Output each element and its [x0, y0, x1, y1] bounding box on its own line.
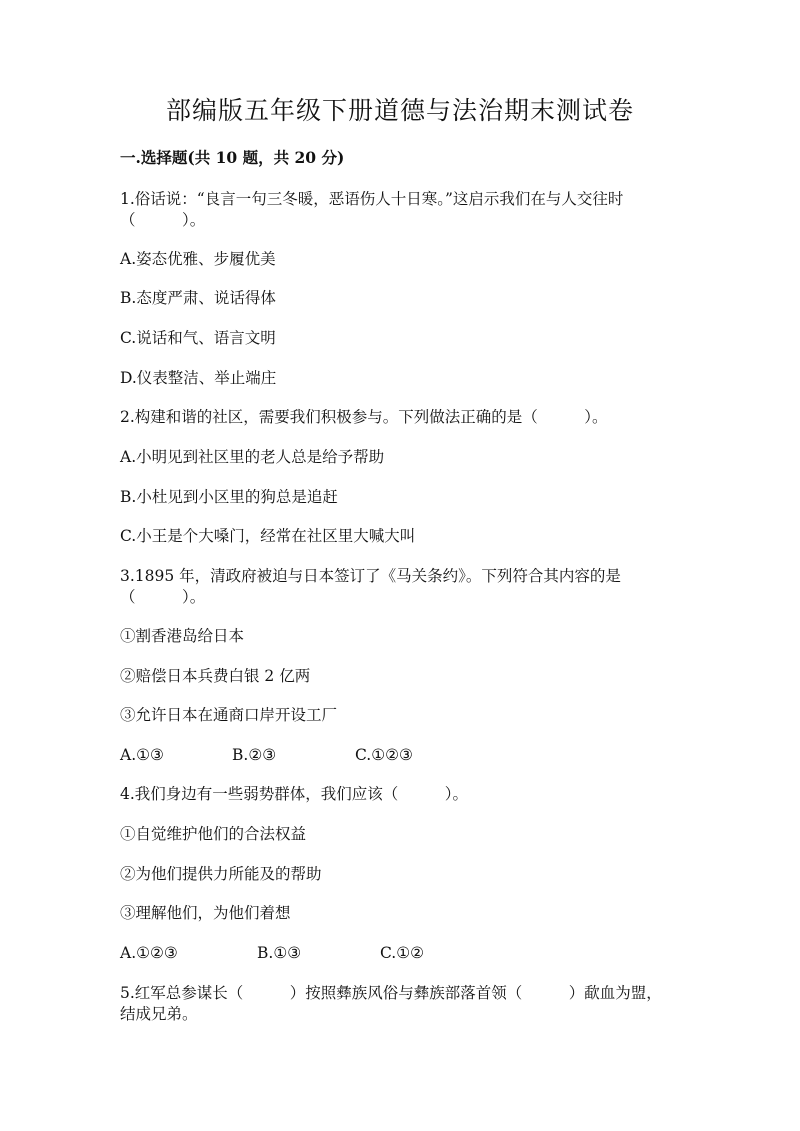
question-3-text-cont: （ ）。	[120, 588, 206, 606]
question-1-text-cont: （ ）。	[120, 211, 206, 229]
question-2-option-a: A.小明见到社区里的老人总是给予帮助	[120, 448, 385, 466]
question-4-option-b: B.①③	[257, 944, 302, 962]
question-4-item-3: ③理解他们，为他们着想	[120, 904, 291, 922]
question-1-text: 1.俗话说：“良言一句三冬暖，恶语伤人十日寒。”这启示我们在与人交往时	[120, 190, 624, 208]
question-4-option-c: C.①②	[380, 944, 425, 962]
question-4-item-2: ②为他们提供力所能及的帮助	[120, 865, 322, 883]
question-2-option-c: C.小王是个大嗓门，经常在社区里大喊大叫	[120, 527, 416, 545]
question-3-text: 3.1895 年，清政府被迫与日本签订了《马关条约》。下列符合其内容的是	[120, 567, 621, 585]
question-3-item-1: ①割香港岛给日本	[120, 627, 245, 645]
question-3-item-3: ③允许日本在通商口岸开设工厂	[120, 706, 338, 724]
section-heading: 一.选择题(共 10 题，共 20 分)	[120, 148, 345, 167]
question-1-option-d: D.仪表整洁、举止端庄	[120, 369, 277, 387]
question-4-option-a: A.①②③	[120, 944, 178, 962]
question-3-option-a: A.①③	[120, 746, 164, 764]
page-title: 部编版五年级下册道德与法治期末测试卷	[165, 96, 634, 125]
question-5-text-cont: 结成兄弟。	[120, 1005, 198, 1023]
question-2-text: 2.构建和谐的社区，需要我们积极参与。下列做法正确的是（ ）。	[120, 408, 608, 426]
question-1-option-a: A.姿态优雅、步履优美	[120, 250, 276, 268]
question-3-item-2: ②赔偿日本兵费白银 2 亿两	[120, 667, 311, 685]
question-1-option-b: B.态度严肃、说话得体	[120, 289, 276, 307]
question-3-option-c: C.①②③	[355, 746, 413, 764]
question-3-option-b: B.②③	[232, 746, 277, 764]
question-4-text: 4.我们身边有一些弱势群体，我们应该（ ）。	[120, 785, 469, 803]
question-1-option-c: C.说话和气、语言文明	[120, 329, 276, 347]
question-4-item-1: ①自觉维护他们的合法权益	[120, 825, 307, 843]
question-2-option-b: B.小杜见到小区里的狗总是追赶	[120, 488, 338, 506]
question-5-text: 5.红军总参谋长（ ）按照彝族风俗与彝族部落首领（ ）歃血为盟，	[120, 984, 662, 1002]
